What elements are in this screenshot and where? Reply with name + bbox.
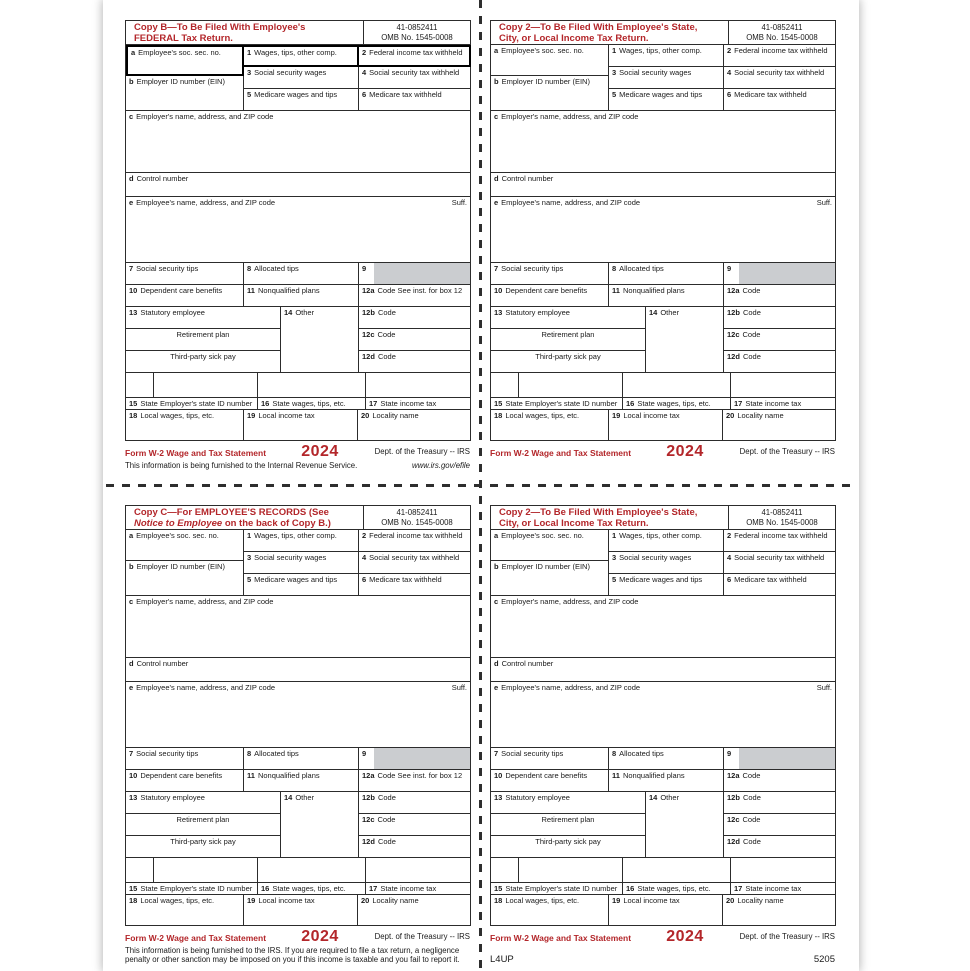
state-entry-cell-4	[731, 858, 836, 883]
copy-title	[491, 21, 729, 45]
box-6-medicare-tax: 6 Medicare tax withheld	[359, 574, 471, 596]
footer-line1	[490, 928, 835, 945]
box-4-ss-tax: 4 Social security tax withheld	[724, 552, 836, 574]
omb-box	[729, 506, 836, 530]
suffix-label: Suff.	[451, 198, 467, 207]
box-b-employer-ein: b Employer ID number (EIN)	[491, 76, 609, 111]
box-6-medicare-tax: 6 Medicare tax withheld	[359, 89, 471, 111]
ein-control-number: 41-0852411	[396, 23, 438, 32]
copy-title	[491, 506, 729, 530]
box-17-state-income-tax: 17 State income tax	[731, 883, 836, 895]
footer-note-right: 5205	[813, 954, 835, 965]
box-12d-code: 12d Code	[359, 836, 471, 858]
copy-title-line2: Notice to Employee on the back of Copy B.)	[134, 517, 331, 529]
copy-title-line1: Copy 2—To Be Filed With Employee's State,	[499, 22, 698, 33]
w2-copy-c	[125, 505, 470, 965]
copy-title-line1: Copy C—For EMPLOYEE'S RECORDS (See	[134, 507, 329, 518]
footer-note-left: This information is being furnished to the IRS. If you are required to file a tax return, a negligence penalty or other sanction may be imposed on you if this income is taxable and you fail to report it.	[125, 946, 460, 965]
box-b-employer-ein: b Employer ID number (EIN)	[491, 561, 609, 596]
box-12a-code: 12a Code See inst. for box 12	[359, 285, 471, 307]
footer-note	[125, 946, 470, 965]
box-16-state-wages: 16 State wages, tips, etc.	[258, 883, 366, 895]
footer-line1	[490, 443, 835, 460]
omb-number: OMB No. 1545-0008	[746, 518, 818, 527]
box-5-medicare-wages: 5 Medicare wages and tips	[609, 574, 724, 596]
box-a-employee-ssn: a Employee's soc. sec. no.	[491, 530, 609, 561]
box-8-allocated-tips: 8 Allocated tips	[244, 748, 359, 770]
box-e-employee-name-address: e Employee's name, address, and ZIP code Suff.	[126, 682, 471, 748]
box-c-employer-name-address: c Employer's name, address, and ZIP code	[126, 111, 471, 173]
box-d-control-number: d Control number	[491, 173, 836, 197]
box-b-employer-ein: b Employer ID number (EIN)	[126, 561, 244, 596]
treasury-dept: Dept. of the Treasury -- IRS	[739, 932, 835, 941]
box-7-ss-tips: 7 Social security tips	[491, 263, 609, 285]
box-9-shaded: 9	[359, 263, 471, 285]
box-14-other: 14 Other	[646, 307, 724, 373]
ein-control-number: 41-0852411	[761, 23, 803, 32]
box-11-nonqualified-plans: 11 Nonqualified plans	[609, 770, 724, 792]
box-d-control-number: d Control number	[491, 658, 836, 682]
box-c-employer-name-address: c Employer's name, address, and ZIP code	[491, 596, 836, 658]
box-10-dependent-care: 10 Dependent care benefits	[126, 285, 244, 307]
suffix-label: Suff.	[816, 683, 832, 692]
box-1-wages: 1 Wages, tips, other comp.	[244, 530, 359, 552]
ein-control-number: 41-0852411	[761, 508, 803, 517]
form-footer	[125, 443, 470, 470]
footer-line1	[125, 928, 470, 945]
state-entry-cell-4	[366, 373, 471, 398]
box-10-dependent-care: 10 Dependent care benefits	[126, 770, 244, 792]
box-5-medicare-wages: 5 Medicare wages and tips	[244, 574, 359, 596]
state-entry-cell-3	[258, 858, 366, 883]
box-11-nonqualified-plans: 11 Nonqualified plans	[244, 285, 359, 307]
w2-copy-b	[125, 20, 470, 470]
box-12b-code: 12b Code	[359, 307, 471, 329]
box-9-shaded: 9	[724, 263, 836, 285]
box-1-wages: 1 Wages, tips, other comp.	[609, 530, 724, 552]
form-name: Form W-2 Wage and Tax Statement	[125, 933, 267, 943]
box-10-dependent-care: 10 Dependent care benefits	[491, 285, 609, 307]
box-e-employee-name-address: e Employee's name, address, and ZIP code Suff.	[491, 197, 836, 263]
box-19-local-income-tax: 19 Local income tax	[609, 410, 723, 441]
w2-grid	[490, 20, 836, 441]
footer-note-left: L4UP	[490, 954, 514, 965]
w2-grid	[125, 505, 471, 926]
box-a-employee-ssn: a Employee's soc. sec. no.	[126, 45, 244, 76]
box-19-local-income-tax: 19 Local income tax	[609, 895, 723, 926]
box-2-federal-tax: 2 Federal income tax withheld	[359, 45, 471, 67]
box-e-employee-name-address: e Employee's name, address, and ZIP code Suff.	[491, 682, 836, 748]
box-12c-code: 12c Code	[359, 814, 471, 836]
state-entry-cell-2	[519, 373, 623, 398]
box-12a-code: 12a Code	[724, 285, 836, 307]
omb-box	[729, 21, 836, 45]
box-12d-code: 12d Code	[724, 351, 836, 373]
state-entry-cell-3	[623, 858, 731, 883]
box-3-ss-wages: 3 Social security wages	[609, 552, 724, 574]
box-c-employer-name-address: c Employer's name, address, and ZIP code	[491, 111, 836, 173]
state-entry-cell-3	[258, 373, 366, 398]
omb-box	[364, 506, 471, 530]
box-13-statutory-employee: 13 Statutory employee	[491, 792, 646, 814]
form-name: Form W-2 Wage and Tax Statement	[490, 933, 632, 943]
form-name: Form W-2 Wage and Tax Statement	[125, 448, 267, 458]
form-footer	[125, 928, 470, 965]
omb-number: OMB No. 1545-0008	[381, 33, 453, 42]
box-8-allocated-tips: 8 Allocated tips	[609, 263, 724, 285]
state-entry-cell-4	[731, 373, 836, 398]
box-1-wages: 1 Wages, tips, other comp.	[244, 45, 359, 67]
footer-note	[490, 954, 835, 965]
omb-number: OMB No. 1545-0008	[381, 518, 453, 527]
box-6-medicare-tax: 6 Medicare tax withheld	[724, 89, 836, 111]
box-10-dependent-care: 10 Dependent care benefits	[491, 770, 609, 792]
box-b-employer-ein: b Employer ID number (EIN)	[126, 76, 244, 111]
box-6-medicare-tax: 6 Medicare tax withheld	[724, 574, 836, 596]
box-18-local-wages: 18 Local wages, tips, etc.	[491, 410, 609, 441]
tax-year: 2024	[301, 443, 339, 460]
box-13-third-party-sick-pay: Third-party sick pay	[491, 351, 646, 373]
box-13-statutory-employee: 13 Statutory employee	[126, 792, 281, 814]
box-d-control-number: d Control number	[126, 173, 471, 197]
footer-note-left: This information is being furnished to the Internal Revenue Service.	[125, 461, 358, 470]
box-12c-code: 12c Code	[724, 814, 836, 836]
copy-title-line2: FEDERAL Tax Return.	[134, 32, 233, 44]
box-11-nonqualified-plans: 11 Nonqualified plans	[609, 285, 724, 307]
box-17-state-income-tax: 17 State income tax	[731, 398, 836, 410]
copy-title	[126, 21, 364, 45]
box-20-locality-name: 20 Locality name	[723, 410, 836, 441]
footer-line1	[125, 443, 470, 460]
state-entry-cell-1	[491, 373, 519, 398]
tax-year: 2024	[301, 928, 339, 945]
w2-copy-2-top	[490, 20, 835, 461]
copy-title-line1: Copy 2—To Be Filed With Employee's State,	[499, 507, 698, 518]
tax-year: 2024	[666, 443, 704, 460]
box-12a-code: 12a Code See inst. for box 12	[359, 770, 471, 792]
box-9-shaded-area	[374, 263, 470, 284]
copy-title-line2: City, or Local Income Tax Return.	[499, 32, 649, 44]
box-12b-code: 12b Code	[359, 792, 471, 814]
box-14-other: 14 Other	[646, 792, 724, 858]
box-13-retirement-plan: Retirement plan	[126, 814, 281, 836]
box-12b-code: 12b Code	[724, 307, 836, 329]
box-2-federal-tax: 2 Federal income tax withheld	[724, 530, 836, 552]
treasury-dept: Dept. of the Treasury -- IRS	[374, 932, 470, 941]
box-13-retirement-plan: Retirement plan	[126, 329, 281, 351]
box-c-employer-name-address: c Employer's name, address, and ZIP code	[126, 596, 471, 658]
w2-copy-2-bottom	[490, 505, 835, 965]
box-12b-code: 12b Code	[724, 792, 836, 814]
box-20-locality-name: 20 Locality name	[358, 895, 471, 926]
box-13-third-party-sick-pay: Third-party sick pay	[491, 836, 646, 858]
box-9-shaded-area	[739, 748, 835, 769]
box-7-ss-tips: 7 Social security tips	[126, 748, 244, 770]
state-entry-cell-4	[366, 858, 471, 883]
form-footer	[490, 928, 835, 965]
box-13-third-party-sick-pay: Third-party sick pay	[126, 351, 281, 373]
box-3-ss-wages: 3 Social security wages	[609, 67, 724, 89]
box-18-local-wages: 18 Local wages, tips, etc.	[491, 895, 609, 926]
box-8-allocated-tips: 8 Allocated tips	[244, 263, 359, 285]
tax-year: 2024	[666, 928, 704, 945]
box-15-state-id: 15 State Employer's state ID number	[126, 883, 258, 895]
box-d-control-number: d Control number	[126, 658, 471, 682]
copy-title	[126, 506, 364, 530]
suffix-label: Suff.	[816, 198, 832, 207]
box-16-state-wages: 16 State wages, tips, etc.	[623, 398, 731, 410]
box-19-local-income-tax: 19 Local income tax	[244, 895, 358, 926]
footer-note-right: www.irs.gov/efile	[411, 461, 470, 470]
box-16-state-wages: 16 State wages, tips, etc.	[623, 883, 731, 895]
state-entry-cell-2	[519, 858, 623, 883]
box-15-state-id: 15 State Employer's state ID number	[126, 398, 258, 410]
box-19-local-income-tax: 19 Local income tax	[244, 410, 358, 441]
copy-title-line2: City, or Local Income Tax Return.	[499, 517, 649, 529]
box-12c-code: 12c Code	[359, 329, 471, 351]
box-3-ss-wages: 3 Social security wages	[244, 67, 359, 89]
box-11-nonqualified-plans: 11 Nonqualified plans	[244, 770, 359, 792]
box-17-state-income-tax: 17 State income tax	[366, 883, 471, 895]
box-5-medicare-wages: 5 Medicare wages and tips	[609, 89, 724, 111]
box-8-allocated-tips: 8 Allocated tips	[609, 748, 724, 770]
box-12d-code: 12d Code	[359, 351, 471, 373]
omb-box	[364, 21, 471, 45]
box-2-federal-tax: 2 Federal income tax withheld	[724, 45, 836, 67]
footer-note	[125, 461, 470, 470]
box-12d-code: 12d Code	[724, 836, 836, 858]
state-entry-cell-1	[491, 858, 519, 883]
w2-grid	[125, 20, 471, 441]
ein-control-number: 41-0852411	[396, 508, 438, 517]
box-a-employee-ssn: a Employee's soc. sec. no.	[126, 530, 244, 561]
box-17-state-income-tax: 17 State income tax	[366, 398, 471, 410]
box-9-shaded: 9	[359, 748, 471, 770]
suffix-label: Suff.	[451, 683, 467, 692]
box-9-shaded-area	[374, 748, 470, 769]
box-13-third-party-sick-pay: Third-party sick pay	[126, 836, 281, 858]
omb-number: OMB No. 1545-0008	[746, 33, 818, 42]
box-16-state-wages: 16 State wages, tips, etc.	[258, 398, 366, 410]
box-4-ss-tax: 4 Social security tax withheld	[359, 552, 471, 574]
box-18-local-wages: 18 Local wages, tips, etc.	[126, 410, 244, 441]
box-15-state-id: 15 State Employer's state ID number	[491, 398, 623, 410]
box-5-medicare-wages: 5 Medicare wages and tips	[244, 89, 359, 111]
box-18-local-wages: 18 Local wages, tips, etc.	[126, 895, 244, 926]
box-9-shaded: 9	[724, 748, 836, 770]
box-12c-code: 12c Code	[724, 329, 836, 351]
box-2-federal-tax: 2 Federal income tax withheld	[359, 530, 471, 552]
form-footer	[490, 443, 835, 461]
box-15-state-id: 15 State Employer's state ID number	[491, 883, 623, 895]
box-20-locality-name: 20 Locality name	[358, 410, 471, 441]
state-entry-cell-2	[154, 858, 258, 883]
box-7-ss-tips: 7 Social security tips	[126, 263, 244, 285]
state-entry-cell-1	[126, 373, 154, 398]
box-9-shaded-area	[739, 263, 835, 284]
box-a-employee-ssn: a Employee's soc. sec. no.	[491, 45, 609, 76]
box-4-ss-tax: 4 Social security tax withheld	[359, 67, 471, 89]
horizontal-perforation-line	[106, 484, 858, 487]
box-e-employee-name-address: e Employee's name, address, and ZIP code Suff.	[126, 197, 471, 263]
box-14-other: 14 Other	[281, 307, 359, 373]
box-13-statutory-employee: 13 Statutory employee	[126, 307, 281, 329]
form-name: Form W-2 Wage and Tax Statement	[490, 448, 632, 458]
box-13-retirement-plan: Retirement plan	[491, 329, 646, 351]
box-4-ss-tax: 4 Social security tax withheld	[724, 67, 836, 89]
treasury-dept: Dept. of the Treasury -- IRS	[374, 447, 470, 456]
box-13-retirement-plan: Retirement plan	[491, 814, 646, 836]
box-13-statutory-employee: 13 Statutory employee	[491, 307, 646, 329]
box-12a-code: 12a Code	[724, 770, 836, 792]
state-entry-cell-1	[126, 858, 154, 883]
box-20-locality-name: 20 Locality name	[723, 895, 836, 926]
w2-grid	[490, 505, 836, 926]
box-1-wages: 1 Wages, tips, other comp.	[609, 45, 724, 67]
copy-title-line1: Copy B—To Be Filed With Employee's	[134, 22, 306, 33]
box-3-ss-wages: 3 Social security wages	[244, 552, 359, 574]
box-14-other: 14 Other	[281, 792, 359, 858]
state-entry-cell-2	[154, 373, 258, 398]
state-entry-cell-3	[623, 373, 731, 398]
treasury-dept: Dept. of the Treasury -- IRS	[739, 447, 835, 456]
box-7-ss-tips: 7 Social security tips	[491, 748, 609, 770]
